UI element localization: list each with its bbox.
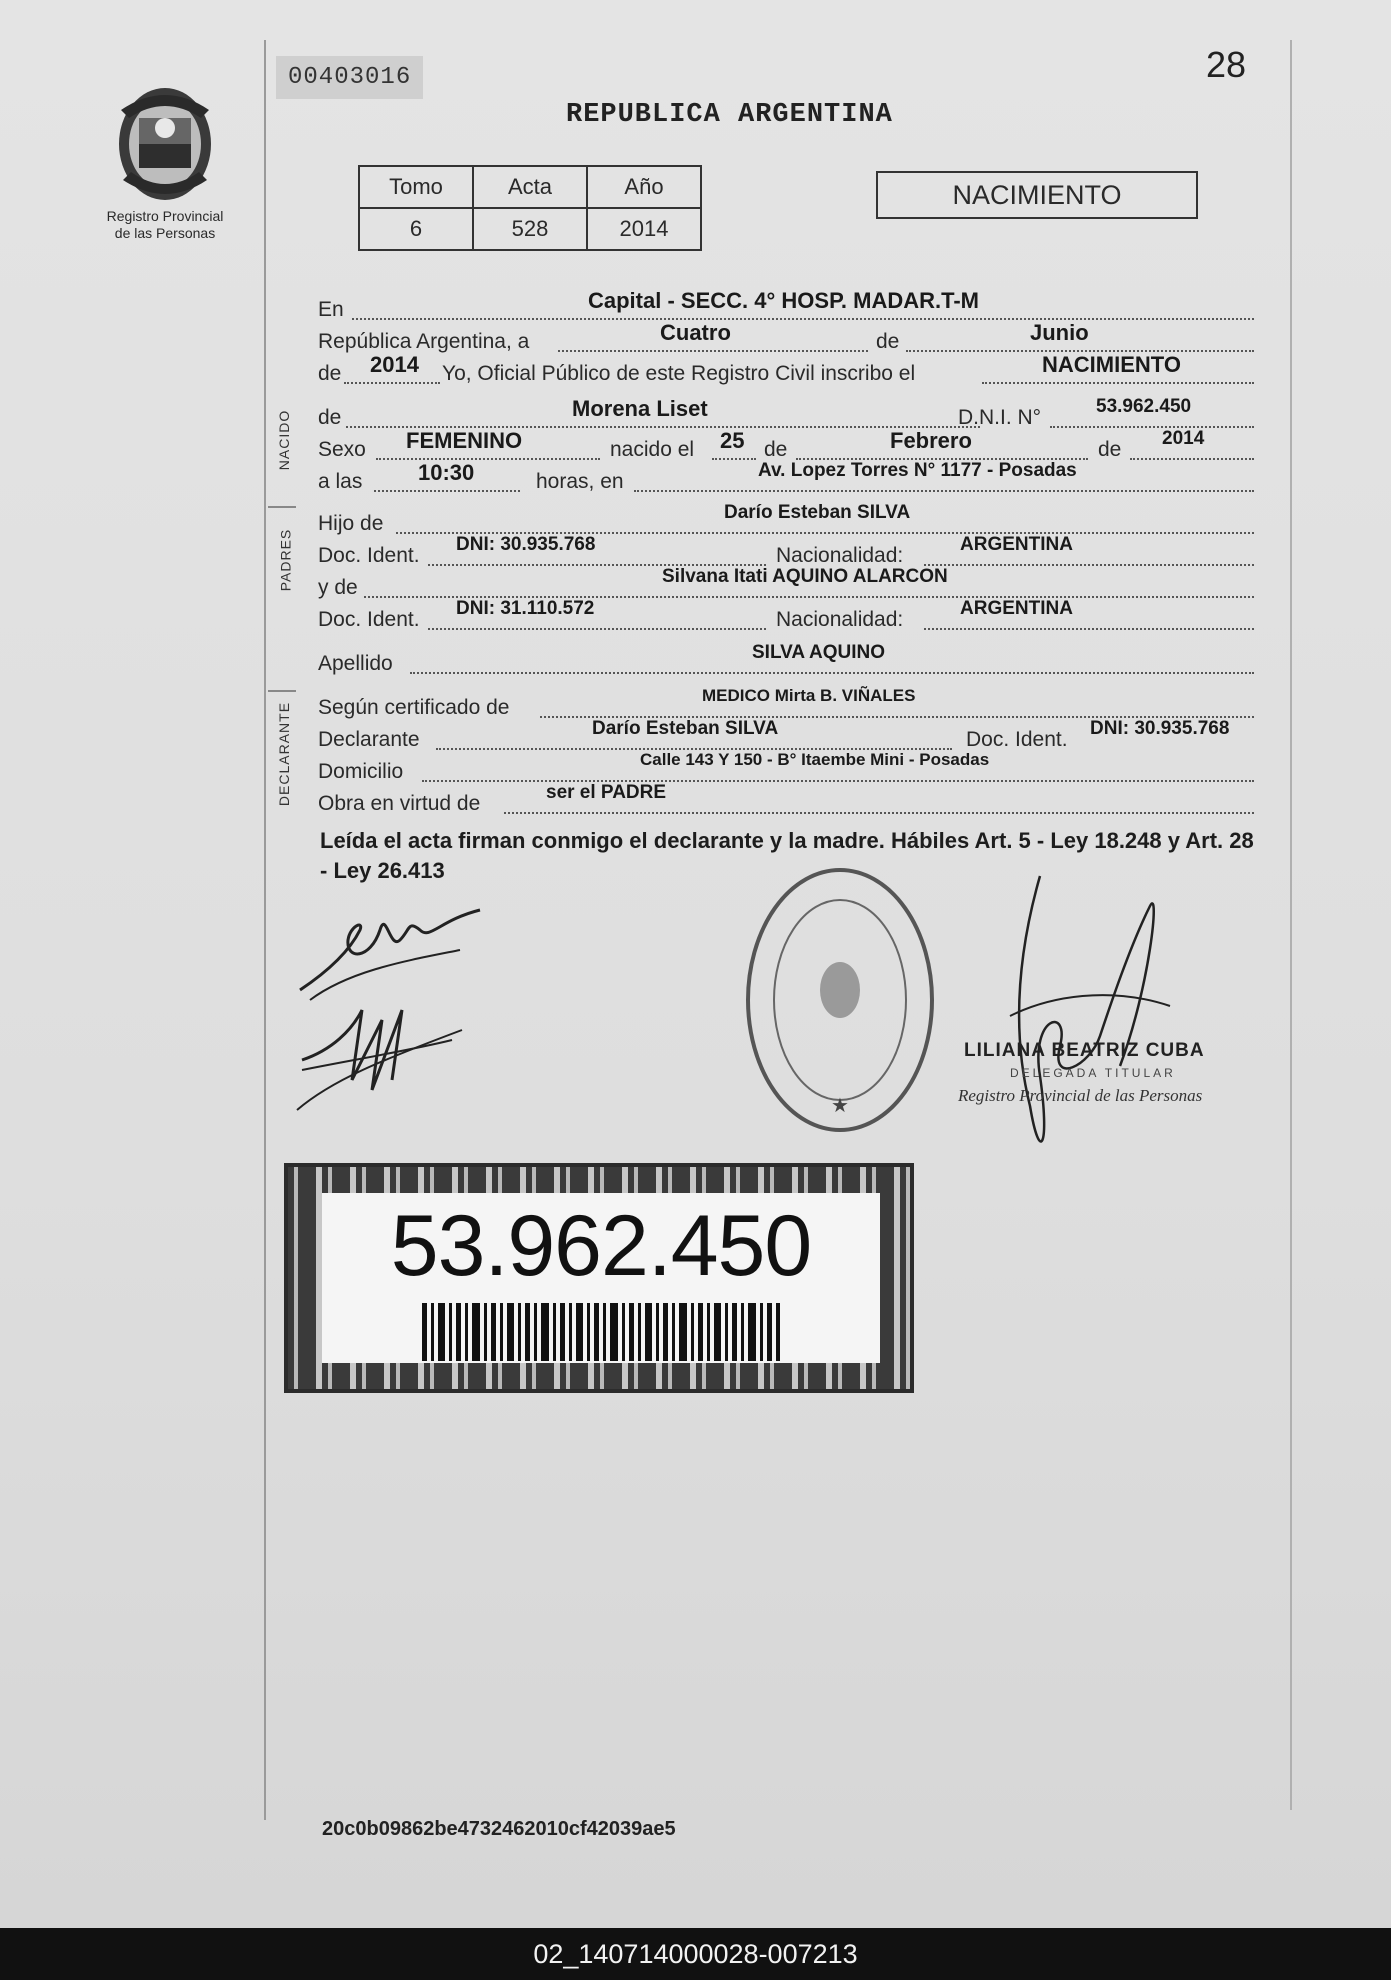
section-separator (268, 690, 296, 692)
label-year-de: de (318, 362, 342, 385)
value-father-nat: ARGENTINA (960, 534, 1073, 555)
file-id-footer: 02_140714000028-007213 (0, 1928, 1391, 1980)
document-hash: 20c0b09862be4732462010cf42039ae5 (322, 1818, 676, 1840)
barcode-icon (422, 1303, 782, 1361)
value-birth-month: Febrero (890, 428, 972, 453)
value-father-doc: DNI: 30.935.768 (456, 534, 596, 555)
row-obra (318, 782, 1254, 816)
label-name-de: de (318, 406, 342, 429)
label-declarante-doc: Doc. Ident. (966, 728, 1068, 751)
label-birth-de2: de (1098, 438, 1122, 461)
label-certificado: Según certificado de (318, 696, 510, 719)
label-republica: República Argentina, a (318, 330, 530, 353)
row-name (318, 396, 1254, 430)
value-certificado: MEDICO Mirta B. VIÑALES (702, 686, 916, 705)
page-number: 28 (1206, 44, 1247, 85)
dotted-line (712, 458, 756, 460)
dni-badge-inner (322, 1193, 880, 1363)
dotted-line (352, 318, 1254, 320)
value-day: Cuatro (660, 320, 731, 345)
dotted-line (344, 382, 440, 384)
record-header-ano: Año (587, 166, 701, 208)
value-month: Junio (1030, 320, 1089, 345)
province-logo (100, 80, 230, 260)
label-alas: a las (318, 470, 363, 493)
value-year: 2014 (370, 352, 419, 377)
label-dni: D.N.I. N° (958, 406, 1042, 429)
mother-signature (292, 990, 472, 1120)
dotted-line (982, 382, 1254, 384)
value-domicilio: Calle 143 Y 150 - B° Itaembe Mini - Posadas (640, 750, 990, 769)
label-horas: horas, en (536, 470, 624, 493)
dotted-line (1130, 458, 1254, 460)
value-birth-day: 25 (720, 428, 745, 453)
official-role: DELEGADA TITULAR (1010, 1066, 1176, 1080)
dotted-line (504, 812, 1254, 814)
margin-line-left (264, 40, 266, 1820)
dni-badge (284, 1163, 914, 1393)
row-oficial (318, 352, 1254, 386)
record-type-box: NACIMIENTO (876, 171, 1198, 219)
value-father-name: Darío Esteban SILVA (724, 502, 911, 523)
record-header-acta: Acta (473, 166, 587, 208)
document-title: REPUBLICA ARGENTINA (566, 100, 893, 130)
row-domicilio (318, 750, 1254, 784)
row-mother (318, 566, 1254, 600)
label-hijo: Hijo de (318, 512, 384, 535)
dotted-line (428, 628, 766, 630)
record-table (358, 165, 702, 251)
value-mother-doc: DNI: 31.110.572 (456, 598, 595, 619)
stamp-number: 00403016 (276, 56, 423, 99)
logo-caption-1: Registro Provincial (106, 208, 224, 224)
section-label-padres: PADRES (277, 528, 294, 592)
label-oficial: Yo, Oficial Público de este Registro Civil inscribo el (442, 362, 916, 385)
row-apellido (318, 642, 1254, 676)
label-mother-nat: Nacionalidad: (776, 608, 904, 631)
registry-seal (740, 862, 940, 1138)
value-time: 10:30 (418, 460, 475, 485)
dni-badge-number: 53.962.450 (390, 1198, 812, 1294)
svg-text:★: ★ (831, 1095, 849, 1117)
row-certificado (318, 686, 1254, 720)
legal-text: Leída el acta firman conmigo el declarante y la madre. Hábiles Art. 5 - Ley 18.248 y Art. 28 - Ley 26.413 (320, 828, 1254, 883)
value-dni: 53.962.450 (1096, 396, 1192, 417)
value-mother-name: Silvana Itati AQUINO ALARCON (662, 566, 948, 587)
label-obra: Obra en virtud de (318, 792, 481, 815)
record-value-tomo: 6 (359, 208, 473, 250)
section-label-declarante: DECLARANTE (276, 701, 293, 807)
row-declarante (318, 718, 1254, 752)
dotted-line (924, 628, 1254, 630)
margin-line-right (1290, 40, 1292, 1810)
dotted-line (634, 490, 1254, 492)
value-act-type: NACIMIENTO (1042, 352, 1181, 377)
official-signature (990, 866, 1180, 1176)
row-father-doc (318, 534, 1254, 568)
dotted-line (924, 564, 1254, 566)
label-father-doc: Doc. Ident. (318, 544, 420, 567)
label-birth-de: de (764, 438, 788, 461)
row-sexo (318, 428, 1254, 462)
value-child-name: Morena Liset (572, 396, 708, 421)
value-birth-year: 2014 (1162, 428, 1205, 449)
section-separator (268, 506, 296, 508)
logo-caption-2: de las Personas (114, 225, 216, 241)
label-declarante: Declarante (318, 728, 420, 751)
value-apellido: SILVA AQUINO (752, 642, 885, 663)
label-apellido: Apellido (318, 652, 393, 675)
record-value-ano: 2014 (587, 208, 701, 250)
value-place-registry: Capital - SECC. 4° HOSP. MADAR.T-M (588, 288, 979, 313)
section-label-nacido: NACIDO (276, 409, 293, 471)
row-hora (318, 460, 1254, 494)
label-nacido: nacido el (610, 438, 695, 461)
row-en (318, 288, 1254, 322)
dotted-line (1050, 426, 1254, 428)
label-sexo: Sexo (318, 438, 366, 461)
dotted-line (410, 672, 1254, 674)
value-sexo: FEMENINO (406, 428, 523, 453)
label-domicilio: Domicilio (318, 760, 404, 783)
value-birth-place: Av. Lopez Torres N° 1177 - Posadas (758, 460, 1077, 481)
label-mother-doc: Doc. Ident. (318, 608, 420, 631)
value-mother-nat: ARGENTINA (960, 598, 1073, 619)
label-y-de: y de (318, 576, 358, 599)
row-hijo (318, 502, 1254, 536)
value-obra: ser el PADRE (546, 782, 667, 803)
record-value-acta: 528 (473, 208, 587, 250)
row-republica (318, 320, 1254, 354)
dotted-line (558, 350, 868, 352)
dotted-line (374, 490, 520, 492)
label-de: de (876, 330, 900, 353)
official-name: LILIANA BEATRIZ CUBA (964, 1040, 1205, 1061)
coat-of-arms-icon (109, 80, 221, 208)
value-declarante-doc: DNI: 30.935.768 (1090, 718, 1230, 739)
dotted-line (376, 458, 600, 460)
row-mother-doc (318, 598, 1254, 632)
label-en: En (318, 298, 344, 321)
value-declarante: Darío Esteban SILVA (592, 718, 779, 739)
label-father-nat: Nacionalidad: (776, 544, 904, 567)
record-header-tomo: Tomo (359, 166, 473, 208)
official-organization: Registro Provincial de las Personas (958, 1086, 1203, 1105)
